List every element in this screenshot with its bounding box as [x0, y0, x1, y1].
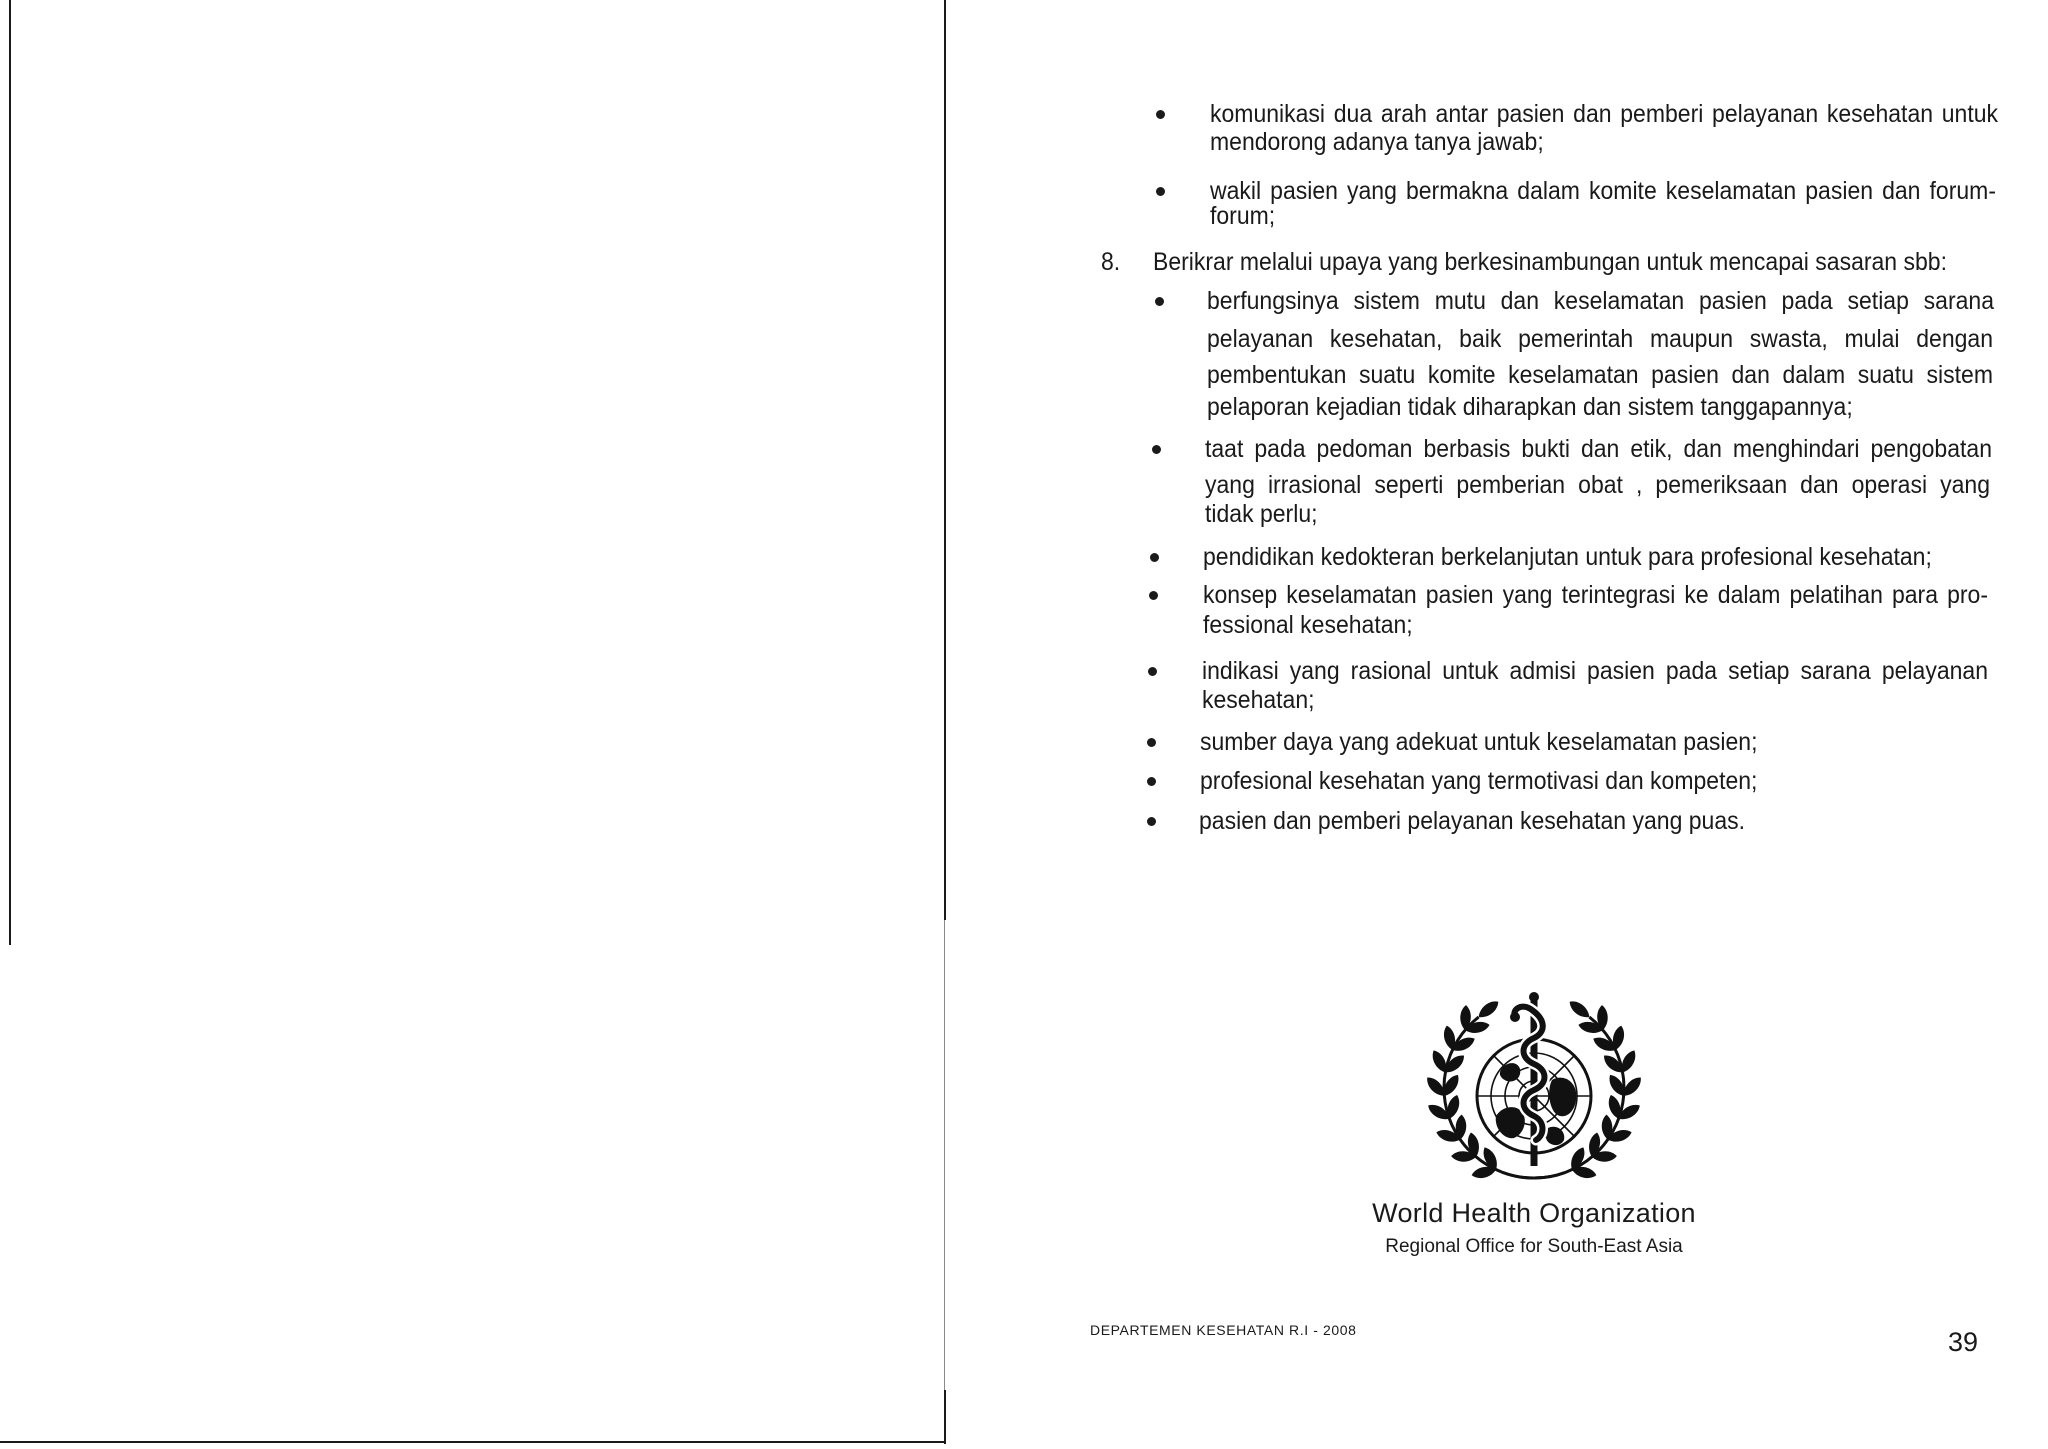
list-item-line: pelayanan kesehatan, baik pemerintah maupun swasta, mulai dengan [1207, 323, 1993, 353]
left-page-outer-border [9, 0, 11, 945]
bullet-icon [1149, 591, 1158, 600]
organization-name: World Health Organization [1372, 1198, 1696, 1228]
list-item-line: taat pada pedoman berbasis bukti dan etik, dan menghindari pengobatan [1205, 433, 1992, 463]
bullet-icon [1152, 445, 1161, 454]
bullet-icon [1156, 187, 1165, 196]
regional-office-name: Regional Office for South-East Asia [1385, 1236, 1683, 1257]
list-item-line: tidak perlu; [1205, 498, 1318, 528]
list-item-line: indikasi yang rasional untuk admisi pasien pada setiap sarana pelayanan [1202, 655, 1988, 685]
list-item-line: mendorong adanya tanya jawab; [1210, 126, 1544, 156]
list-item-line: konsep keselamatan pasien yang terintegrasi ke dalam pelatihan para pro- [1203, 579, 1988, 609]
page-number: 39 [1948, 1327, 1979, 1357]
list-item-line: wakil pasien yang bermakna dalam komite keselamatan pasien dan forum- [1210, 175, 1996, 205]
list-item-line: profesional kesehatan yang termotivasi dan kompeten; [1200, 765, 1758, 795]
list-item-line: pendidikan kedokteran berkelanjutan untuk para profesional kesehatan; [1203, 541, 1932, 571]
point-heading: Berikrar melalui upaya yang berkesinambungan untuk mencapai sasaran sbb: [1153, 246, 1947, 276]
bullet-icon [1148, 667, 1157, 676]
list-item-line: pembentukan suatu komite keselamatan pasien dan dalam suatu sistem [1207, 359, 1993, 389]
list-item-line: sumber daya yang adekuat untuk keselamatan pasien; [1200, 726, 1758, 756]
list-item-line: pasien dan pemberi pelayanan kesehatan yang puas. [1199, 805, 1746, 835]
list-item-line: forum; [1210, 200, 1276, 230]
bullet-icon [1147, 777, 1156, 786]
list-item-line: pelaporan kejadian tidak diharapkan dan sistem tanggapannya; [1207, 391, 1853, 421]
list-item-line: kesehatan; [1202, 684, 1315, 714]
list-item-line: berfungsinya sistem mutu dan keselamatan pasien pada setiap sarana [1207, 285, 1994, 315]
bullet-icon [1147, 817, 1156, 826]
point-number: 8. [1101, 246, 1121, 276]
bullet-icon [1156, 110, 1165, 119]
spine-line-bottom [944, 1390, 946, 1444]
footer-publisher: DEPARTEMEN KESEHATAN R.I - 2008 [1090, 1322, 1357, 1338]
bullet-icon [1150, 553, 1159, 562]
who-emblem-icon [1424, 988, 1644, 1188]
list-item-line: komunikasi dua arah antar pasien dan pemberi pelayanan kesehatan untuk [1210, 98, 1998, 128]
bullet-icon [1155, 297, 1164, 306]
bullet-icon [1147, 738, 1156, 747]
list-item-line: fessional kesehatan; [1203, 609, 1413, 639]
list-item-line: yang irrasional seperti pemberian obat , pemeriksaan dan operasi yang [1205, 469, 1990, 499]
left-page-bottom-border [0, 1441, 946, 1443]
spine-line-middle [944, 920, 945, 1390]
spine-line-top [944, 0, 946, 920]
